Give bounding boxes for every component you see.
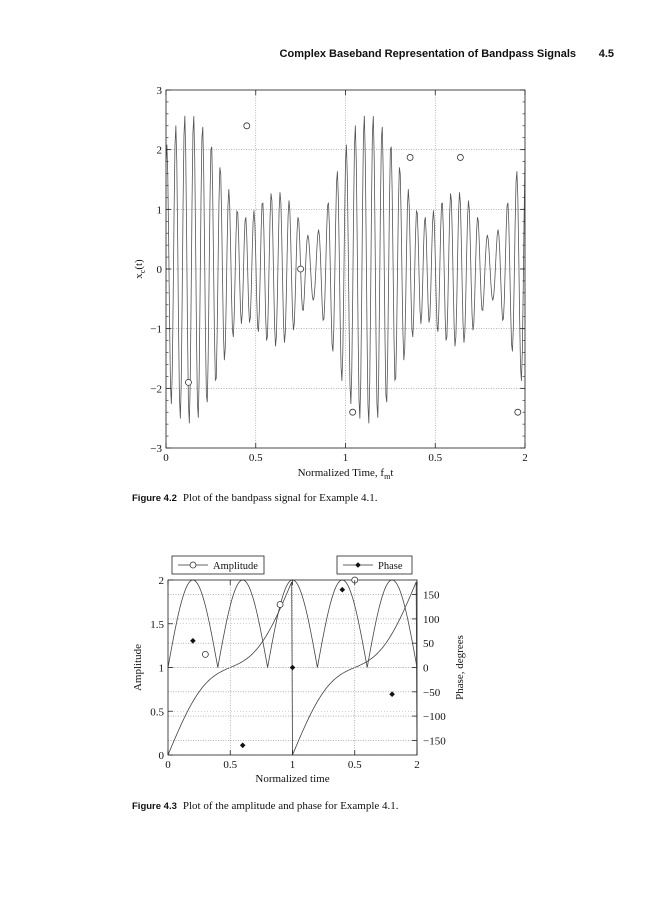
page-number: 4.5 [598,48,614,60]
figure-4-2-caption-text: Plot of the bandpass signal for Example 4.1. [182,492,378,504]
f43-phase-marker [240,742,246,748]
f42-x-axis-label: Normalized Time, $f_mt$ [297,467,394,481]
f42-x-tick-label: 2 [522,452,528,464]
f43-x-tick-label: 1 [289,759,296,771]
f43-left-y-tick-label: 1.5 [150,618,164,631]
f43-left-y-tick-label: 0 [158,750,164,762]
f43-legend [172,556,412,574]
f43-x-tick-label: 0.5 [347,759,362,771]
f43-right-y-tick-label: −100 [423,711,446,724]
f42-y-axis-label: $x_c(t)$ [133,259,147,279]
f42-x-tick-label: 0.5 [428,452,443,464]
f43-amplitude-marker [277,602,283,608]
f43-phase-marker [340,587,346,593]
f43-right-y-tick-label: 100 [423,613,440,626]
f43-right-y-tick-label: −150 [423,735,446,748]
running-header-title: Complex Baseband Representation of Bandpass Signals [279,48,576,60]
f42-y-tick-label: 3 [156,85,162,97]
f43-x-tick-label: 0.5 [223,759,238,771]
figure-4-3-caption-text: Plot of the amplitude and phase for Example 4.1. [182,800,399,812]
f43-left-y-axis-label: Amplitude [132,643,144,692]
f42-x-tick-label: 0.5 [248,452,263,464]
f43-right-y-tick-label: 50 [423,638,434,651]
f43-legend-label: Amplitude [213,561,258,572]
f42-y-tick-label: −2 [150,383,162,396]
figure-4-3-caption-label: Figure 4.3 [132,801,177,812]
f43-legend-label: Phase [378,561,403,572]
f43-legend-circle-marker [190,562,196,568]
f42-y-tick-label: −3 [150,443,162,455]
f43-right-y-tick-label: −50 [423,686,441,699]
figure-4-2-caption-label: Figure 4.2 [132,493,177,504]
f43-phase-marker [290,665,296,671]
f43-right-y-tick-label: 0 [423,662,429,675]
f43-phase-marker [389,691,395,697]
figure-4-3-caption [132,800,399,812]
f42-y-tick-label: 1 [156,204,162,217]
f43-right-y-axis-label: Phase, degrees [454,635,466,700]
f43-x-tick-label: 2 [414,759,420,771]
f43-x-axis-label: Normalized time [255,773,330,785]
f42-x-tick-label: 0 [163,452,169,464]
f43-left-y-tick-label: 1 [158,662,164,675]
f42-x-tick-label: 1 [342,452,349,464]
f42-y-tick-label: −1 [150,323,162,336]
f43-amplitude-marker [202,651,208,657]
f43-left-y-tick-label: 2 [158,575,164,587]
f43-right-y-tick-label: 150 [423,589,440,602]
f43-x-tick-label: 0 [165,759,171,771]
f42-y-tick-label: 0 [156,264,162,276]
f42-y-tick-label: 2 [156,144,162,157]
f43-phase-marker [190,638,196,644]
f43-left-y-tick-label: 0.5 [150,706,164,719]
